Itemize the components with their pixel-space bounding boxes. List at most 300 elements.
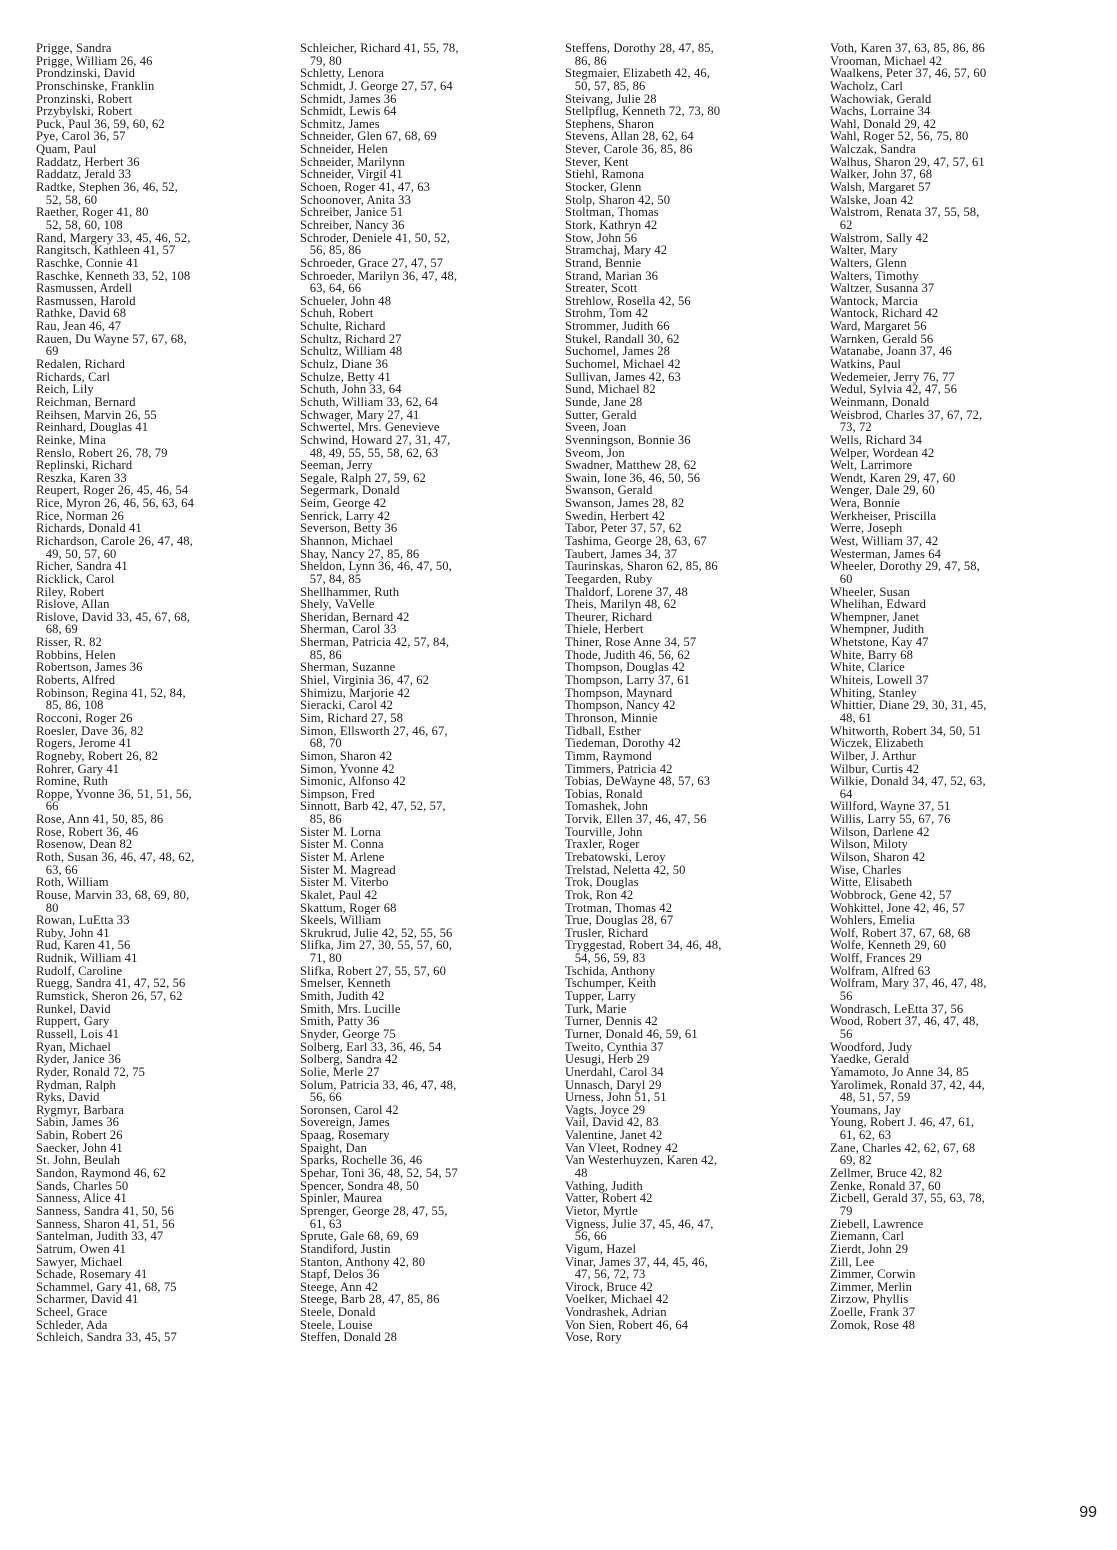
index-entry: Smith, Patty 36: [300, 1014, 380, 1029]
index-entry: 52, 58, 60, 108: [36, 217, 123, 232]
index-entry: Solie, Merle 27: [300, 1064, 380, 1079]
index-entry: Whittier, Diane 29, 30, 31, 45,: [830, 698, 987, 713]
index-entry: Schneider, Helen: [300, 142, 388, 157]
index-entry: Steffens, Dorothy 28, 47, 85,: [565, 41, 714, 55]
index-entry: 57, 84, 85: [300, 571, 362, 586]
index-entry: Sullivan, James 42, 63: [565, 369, 681, 384]
index-entry: 68, 70: [300, 736, 342, 751]
index-entry: Ryder, Ronald 72, 75: [36, 1064, 146, 1079]
index-entry: Sister M. Lorna: [300, 824, 381, 839]
index-entry: Wedemeier, Jerry 76, 77: [830, 369, 955, 384]
index-entry: Schwind, Howard 27, 31, 47,: [300, 432, 451, 447]
index-entry: Stanton, Anthony 42, 80: [300, 1254, 426, 1269]
index-entry: Roppe, Yvonne 36, 51, 51, 56,: [36, 786, 192, 801]
index-entry: Ryan, Michael: [36, 1039, 111, 1054]
index-entry: Schulze, Betty 41: [300, 369, 391, 384]
index-entry: Sister M. Magread: [300, 862, 396, 877]
index-entry: Zenke, Ronald 37, 60: [830, 1178, 941, 1193]
index-entry: Russell, Lois 41: [36, 1026, 120, 1041]
index-entry: Wheeler, Dorothy 29, 47, 58,: [830, 559, 980, 574]
index-entry: Zimmer, Corwin: [830, 1267, 916, 1282]
index-entry: 63, 66: [36, 862, 78, 877]
index-entry: Schade, Rosemary 41: [36, 1267, 148, 1282]
index-entry: Rydman, Ralph: [36, 1077, 116, 1092]
index-entry: Wachowiak, Gerald: [830, 91, 932, 106]
index-entry: 56, 66: [300, 1090, 342, 1105]
index-entry: Young, Robert J. 46, 47, 61,: [830, 1115, 975, 1130]
index-entry: 85, 86: [300, 647, 342, 662]
index-entry: 56: [830, 1026, 853, 1041]
index-entry: Thronson, Minnie: [565, 710, 658, 725]
index-entry: Rose, Robert 36, 46: [36, 824, 139, 839]
index-entry: Youmans, Jay: [830, 1102, 902, 1117]
index-entry: 61, 63: [300, 1216, 342, 1231]
index-entry: Raether, Roger 41, 80: [36, 205, 149, 220]
index-entry: Spaight, Dan: [300, 1140, 367, 1155]
index-entry: Richards, Carl: [36, 369, 111, 384]
index-entry: 47, 56, 72, 73: [565, 1267, 646, 1282]
index-entry: Schoonover, Anita 33: [300, 192, 411, 207]
index-entry: Wahl, Roger 52, 56, 75, 80: [830, 129, 969, 144]
index-entry: 62: [830, 217, 853, 232]
index-entry: Strand, Marian 36: [565, 268, 658, 283]
index-entry: Puck, Paul 36, 59, 60, 62: [36, 116, 165, 131]
index-entry: 71, 80: [300, 951, 342, 966]
index-entry: Roberts, Alfred: [36, 673, 116, 688]
index-entry: Risser, R. 82: [36, 635, 102, 650]
index-entry: Trotman, Thomas 42: [565, 900, 673, 915]
index-entry: Zierdt, John 29: [830, 1241, 909, 1256]
index-entry: Roth, William: [36, 875, 109, 890]
index-entry: Sutter, Gerald: [565, 407, 637, 422]
index-entry: Replinski, Richard: [36, 458, 133, 473]
index-entry: Spehar, Toni 36, 48, 52, 54, 57: [300, 1166, 458, 1181]
index-entry: Watanabe, Joann 37, 46: [830, 344, 952, 359]
index-entry: Tschumper, Keith: [565, 976, 657, 991]
index-entry: Schleder, Ada: [36, 1317, 108, 1332]
index-entry: Przybylski, Robert: [36, 104, 133, 119]
index-entry: Schwertel, Mrs. Genevieve: [300, 420, 440, 435]
index-entry: White, Clarice: [830, 660, 905, 675]
index-entry: Wera, Bonnie: [830, 496, 901, 511]
index-entry: Trusler, Richard: [565, 925, 649, 940]
index-entry: Welper, Wordean 42: [830, 445, 935, 460]
index-entry: Steele, Donald: [300, 1305, 376, 1320]
index-entry: Rathke, David 68: [36, 306, 127, 321]
index-entry: Wolff, Frances 29: [830, 951, 922, 966]
index-entry: Stolp, Sharon 42, 50: [565, 192, 671, 207]
index-entry: Schueler, John 48: [300, 293, 392, 308]
index-entry: Pronzinski, Robert: [36, 91, 133, 106]
index-entry: Vietor, Myrtle: [565, 1203, 638, 1218]
index-entry: Skrukrud, Julie 42, 52, 55, 56: [300, 925, 453, 940]
index-entry: Simpson, Fred: [300, 786, 375, 801]
index-entry: Reupert, Roger 26, 45, 46, 54: [36, 483, 189, 498]
index-entry: Skeels, William: [300, 913, 382, 928]
index-entry: Schulz, Diane 36: [300, 357, 388, 372]
index-entry: Schmitz, James: [300, 116, 380, 131]
index-entry: Whempner, Judith: [830, 622, 925, 637]
index-entry: Strohm, Tom 42: [565, 306, 649, 321]
index-entry: Walske, Joan 42: [830, 192, 914, 207]
index-entry: Schleich, Sandra 33, 45, 57: [36, 1330, 177, 1345]
index-entry: Schulte, Richard: [300, 319, 386, 334]
index-entry: Rygmyr, Barbara: [36, 1102, 124, 1117]
index-entry: Scharmer, David 41: [36, 1292, 139, 1307]
index-entry: Vondrashek, Adrian: [565, 1305, 667, 1320]
index-entry: Simon, Ellsworth 27, 46, 67,: [300, 723, 448, 738]
index-entry: Reszka, Karen 33: [36, 470, 127, 485]
index-entry: Pronschinske, Franklin: [36, 78, 155, 93]
index-entry: Sister M. Arlene: [300, 850, 385, 864]
index-entry: Taurinskas, Sharon 62, 85, 86: [565, 559, 718, 574]
index-entry: Schwager, Mary 27, 41: [300, 407, 420, 422]
index-entry: Sveom, Jon: [565, 445, 625, 460]
index-entry: Whitworth, Robert 34, 50, 51: [830, 723, 982, 738]
index-entry: Wobbrock, Gene 42, 57: [830, 887, 952, 902]
index-entry: Vatter, Robert 42: [565, 1191, 653, 1206]
index-entry: Wiczek, Elizabeth: [830, 736, 924, 751]
index-entry: Wondrasch, LeEtta 37, 56: [830, 1001, 964, 1016]
index-entry: Richards, Donald 41: [36, 521, 142, 536]
index-entry: Tidball, Esther: [565, 723, 641, 738]
index-entry: Simon, Sharon 42: [300, 748, 393, 763]
index-entry: Skalet, Paul 42: [300, 887, 378, 902]
index-entry: Stellpflug, Kenneth 72, 73, 80: [565, 104, 721, 119]
index-entry: Renslo, Robert 26, 78, 79: [36, 445, 168, 460]
index-entry: Turk, Marie: [565, 1001, 627, 1016]
index-entry: 79, 80: [300, 53, 342, 68]
index-entry: Zimmer, Merlin: [830, 1279, 913, 1294]
index-entry: Seeman, Jerry: [300, 458, 373, 473]
index-entry: Ruby, John 41: [36, 925, 110, 940]
index-entry: Walhus, Sharon 29, 47, 57, 61: [830, 154, 985, 169]
index-entry: Raddatz, Herbert 36: [36, 154, 140, 169]
index-entry: Strommer, Judith 66: [565, 319, 670, 334]
index-entry: 80: [36, 900, 59, 915]
index-entry: Solberg, Earl 33, 36, 46, 54: [300, 1039, 442, 1054]
index-entry: Riley, Robert: [36, 584, 105, 599]
index-entry: Ryder, Janice 36: [36, 1052, 121, 1067]
index-entry: Steege, Ann 42: [300, 1279, 379, 1294]
index-entry: Traxler, Roger: [565, 837, 640, 852]
index-entry: Zellmer, Bruce 42, 82: [830, 1166, 943, 1181]
index-entry: 79: [830, 1203, 853, 1218]
index-entry: Shely, VaVelle: [300, 597, 375, 612]
index-entry: Snyder, George 75: [300, 1026, 396, 1041]
index-entry: Sanness, Alice 41: [36, 1191, 127, 1206]
index-entry: 48, 49, 55, 55, 58, 62, 63: [300, 445, 439, 460]
index-entry: Prondzinski, David: [36, 66, 136, 81]
index-entry: Quam, Paul: [36, 142, 97, 157]
index-entry: Stukel, Randall 30, 62: [565, 331, 680, 346]
index-entry: Tabor, Peter 37, 57, 62: [565, 521, 682, 536]
index-entry: Tiedeman, Dorothy 42: [565, 736, 681, 751]
index-entry: Whempner, Janet: [830, 609, 920, 624]
index-entry: Wendt, Karen 29, 47, 60: [830, 470, 956, 485]
index-entry: 56, 66: [565, 1229, 607, 1244]
index-entry: Roesler, Dave 36, 82: [36, 723, 144, 738]
index-entry: Thompson, Larry 37, 61: [565, 673, 690, 688]
index-entry: Werre, Joseph: [830, 521, 903, 536]
index-entry: Sandon, Raymond 46, 62: [36, 1166, 166, 1181]
index-entry: Stow, John 56: [565, 230, 638, 245]
index-entry: Sheldon, Lynn 36, 46, 47, 50,: [300, 559, 452, 574]
index-entry: Robbins, Helen: [36, 647, 116, 662]
index-entry: 69, 82: [830, 1153, 872, 1168]
index-entry: Reich, Lily: [36, 382, 94, 397]
index-entry: Reichman, Bernard: [36, 394, 136, 409]
index-entry: Wohkittel, Jone 42, 46, 57: [830, 900, 965, 915]
index-entry: Svenningson, Bonnie 36: [565, 432, 691, 447]
index-entry: Soronsen, Carol 42: [300, 1102, 399, 1117]
index-entry: 48, 51, 57, 59: [830, 1090, 911, 1105]
index-entry: Ryks, David: [36, 1090, 100, 1105]
index-entry: Vose, Rory: [565, 1330, 622, 1345]
index-entry: 54, 56, 59, 83: [565, 951, 646, 966]
index-entry: 86, 86: [565, 53, 607, 68]
index-entry: Sherman, Suzanne: [300, 660, 396, 675]
index-entry: Warnken, Gerald 56: [830, 331, 934, 346]
index-entry: Whiting, Stanley: [830, 685, 917, 700]
index-entry: Whelihan, Edward: [830, 597, 927, 612]
index-entry: 85, 86: [300, 812, 342, 827]
index-entry: Rohrer, Gary 41: [36, 761, 120, 776]
index-entry: Vigness, Julie 37, 45, 46, 47,: [565, 1216, 714, 1231]
index-entry: Wolfram, Alfred 63: [830, 963, 931, 978]
index-entry: Ziemann, Carl: [830, 1229, 905, 1244]
index-entry: Woodford, Judy: [830, 1039, 913, 1054]
index-entry: Wilbur, Curtis 42: [830, 761, 920, 776]
index-entry: Schammel, Gary 41, 68, 75: [36, 1279, 177, 1294]
index-entry: Saecker, John 41: [36, 1140, 123, 1155]
index-entry: Raschke, Connie 41: [36, 255, 139, 270]
index-entry: Tschida, Anthony: [565, 963, 656, 978]
index-entry: Yaedke, Gerald: [830, 1052, 910, 1067]
index-entry: Trebatowski, Leroy: [565, 850, 666, 864]
index-entry: 61, 62, 63: [830, 1128, 892, 1143]
index-entry: 50, 57, 85, 86: [565, 78, 646, 93]
index-entry: Streater, Scott: [565, 281, 638, 296]
index-entry: Yarolimek, Ronald 37, 42, 44,: [830, 1077, 985, 1092]
index-entry: Sim, Richard 27, 58: [300, 710, 403, 725]
index-entry: 56: [830, 989, 853, 1004]
index-entry: Solum, Patricia 33, 46, 47, 48,: [300, 1077, 457, 1092]
index-entry: Tashima, George 28, 63, 67: [565, 533, 707, 548]
index-entry: White, Barry 68: [830, 647, 913, 662]
index-entry: Vail, David 42, 83: [565, 1115, 659, 1130]
index-entry: Sanness, Sandra 41, 50, 56: [36, 1203, 174, 1218]
index-entry: Vigum, Hazel: [565, 1241, 637, 1256]
index-entry: Virock, Bruce 42: [565, 1279, 653, 1294]
index-entry: Wilber, J. Arthur: [830, 748, 917, 763]
index-entry: Schneider, Virgil 41: [300, 167, 403, 182]
index-entry: Schmidt, J. George 27, 57, 64: [300, 78, 453, 93]
index-entry: Satrum, Owen 41: [36, 1241, 126, 1256]
index-entry: Tupper, Larry: [565, 989, 636, 1004]
index-entry: 52, 58, 60: [36, 192, 98, 207]
index-entry: Wacholz, Carl: [830, 78, 904, 93]
index-entry: Segale, Ralph 27, 59, 62: [300, 470, 426, 485]
index-entry: Stramchaj, Mary 42: [565, 243, 668, 258]
index-entry: Strand, Bennie: [565, 255, 642, 270]
index-entry: Welt, Larrimore: [830, 458, 913, 473]
index-entry: Witte, Elisabeth: [830, 875, 913, 890]
index-entry: Reinke, Mina: [36, 432, 106, 447]
index-entry: Thode, Judith 46, 56, 62: [565, 647, 691, 662]
index-entry: Simonic, Alfonso 42: [300, 774, 406, 789]
index-entry: Ward, Margaret 56: [830, 319, 927, 334]
index-entry: Rowan, LuEtta 33: [36, 913, 130, 928]
index-entry: Rice, Norman 26: [36, 508, 124, 523]
index-entry: Wilkie, Donald 34, 47, 52, 63,: [830, 774, 986, 789]
index-entry: Rocconi, Roger 26: [36, 710, 133, 725]
index-entry: Steivang, Julie 28: [565, 91, 657, 106]
index-entry: Schroeder, Marilyn 36, 47, 48,: [300, 268, 458, 283]
index-entry: Sprute, Gale 68, 69, 69: [300, 1229, 419, 1244]
index-entry: Rogneby, Robert 26, 82: [36, 748, 159, 763]
index-entry: Smith, Mrs. Lucille: [300, 1001, 401, 1016]
index-entry: Schleicher, Richard 41, 55, 78,: [300, 41, 459, 55]
index-entry: Robertson, James 36: [36, 660, 143, 675]
index-entry: Sieracki, Carol 42: [300, 698, 394, 713]
index-entry: 60: [830, 571, 853, 586]
index-entry: Schuth, John 33, 64: [300, 382, 402, 397]
index-column-4: [830, 42, 987, 1331]
index-entry: Tourville, John: [565, 824, 643, 839]
index-entry: Weisbrod, Charles 37, 67, 72,: [830, 407, 983, 422]
index-entry: Wells, Richard 34: [830, 432, 922, 447]
index-entry: Wantock, Marcia: [830, 293, 918, 308]
index-entry: Pye, Carol 36, 57: [36, 129, 126, 144]
index-entry: Whiteis, Lowell 37: [830, 673, 929, 688]
index-entry: Schroeder, Grace 27, 47, 57: [300, 255, 444, 270]
index-entry: Rouse, Marvin 33, 68, 69, 80,: [36, 887, 190, 902]
index-entry: Steele, Louise: [300, 1317, 373, 1332]
index-entry: Waltzer, Susanna 37: [830, 281, 935, 296]
index-entry: Solberg, Sandra 42: [300, 1052, 398, 1067]
index-entry: Radtke, Stephen 36, 46, 52,: [36, 180, 178, 195]
index-entry: Suchomel, James 28: [565, 344, 670, 359]
index-entry: Stephens, Sharon: [565, 116, 655, 131]
index-entry: Steffen, Donald 28: [300, 1330, 398, 1345]
index-entry: Suchomel, Michael 42: [565, 357, 681, 372]
index-entry: Rau, Jean 46, 47: [36, 319, 122, 334]
index-entry: Zane, Charles 42, 62, 67, 68: [830, 1140, 976, 1155]
index-entry: Reinhard, Douglas 41: [36, 420, 149, 435]
index-entry: Wilson, Sharon 42: [830, 850, 926, 864]
index-entry: Walstrom, Sally 42: [830, 230, 929, 245]
index-entry: Vathing, Judith: [565, 1178, 643, 1193]
index-entry: Werkheiser, Priscilla: [830, 508, 937, 523]
index-entry: Sovereign, James: [300, 1115, 390, 1130]
index-entry: Shay, Nancy 27, 85, 86: [300, 546, 420, 561]
index-entry: Sister M. Conna: [300, 837, 384, 852]
index-entry: Sister M. Viterbo: [300, 875, 389, 890]
index-entry: Redalen, Richard: [36, 357, 126, 372]
index-entry: Zomok, Rose 48: [830, 1317, 916, 1332]
index-entry: Rangitsch, Kathleen 41, 57: [36, 243, 176, 258]
index-entry: Yamamoto, Jo Anne 34, 85: [830, 1064, 969, 1079]
index-entry: Wheeler, Susan: [830, 584, 910, 599]
index-entry: Swain, Ione 36, 46, 50, 56: [565, 470, 701, 485]
index-entry: Schoen, Roger 41, 47, 63: [300, 180, 431, 195]
index-entry: Westerman, James 64: [830, 546, 942, 561]
index-entry: Tomashek, John: [565, 799, 649, 814]
index-entry: Ruegg, Sandra 41, 47, 52, 56: [36, 976, 186, 991]
index-entry: Sherman, Patricia 42, 57, 84,: [300, 635, 450, 650]
index-entry: Sawyer, Michael: [36, 1254, 123, 1269]
index-entry: Willford, Wayne 37, 51: [830, 799, 951, 814]
index-entry: Spinler, Maurea: [300, 1191, 383, 1206]
index-entry: Theurer, Richard: [565, 609, 653, 624]
index-entry: Stever, Carole 36, 85, 86: [565, 142, 693, 157]
index-entry: Schmidt, Lewis 64: [300, 104, 397, 119]
index-entry: Walczak, Sandra: [830, 142, 916, 157]
index-entry: Rislove, David 33, 45, 67, 68,: [36, 609, 191, 624]
index-entry: Weinmann, Donald: [830, 394, 930, 409]
index-entry: Thiele, Herbert: [565, 622, 644, 637]
index-entry: Walters, Glenn: [830, 255, 907, 270]
index-entry: Raddatz, Jerald 33: [36, 167, 132, 182]
index-entry: Stegmaier, Elizabeth 42, 46,: [565, 66, 710, 81]
index-entry: Rasmussen, Harold: [36, 293, 136, 308]
index-entry: Vinar, James 37, 44, 45, 46,: [565, 1254, 708, 1269]
index-entry: Sheridan, Bernard 42: [300, 609, 410, 624]
index-entry: Sinnott, Barb 42, 47, 52, 57,: [300, 799, 446, 814]
index-entry: Reihsen, Marvin 26, 55: [36, 407, 157, 422]
index-entry: Stocker, Glenn: [565, 180, 642, 195]
index-entry: Spaag, Rosemary: [300, 1128, 390, 1143]
index-entry: Runkel, David: [36, 1001, 111, 1016]
index-entry: 48: [565, 1166, 588, 1181]
index-entry: Rislove, Allan: [36, 597, 110, 612]
index-entry: Rumstick, Sheron 26, 57, 62: [36, 989, 183, 1004]
index-entry: Thaldorf, Lorene 37, 48: [565, 584, 688, 599]
page-number: 99: [1079, 1504, 1097, 1521]
index-entry: Schuth, William 33, 62, 64: [300, 394, 438, 409]
index-entry: Ricklick, Carol: [36, 571, 115, 586]
index-entry: Santelman, Judith 33, 47: [36, 1229, 164, 1244]
index-entry: Vrooman, Michael 42: [830, 53, 943, 68]
index-entry: Wahl, Donald 29, 42: [830, 116, 937, 131]
index-entry: Schmidt, James 36: [300, 91, 397, 106]
index-entry: Unerdahl, Carol 34: [565, 1064, 664, 1079]
index-entry: Ziebell, Lawrence: [830, 1216, 924, 1231]
index-entry: Rice, Myron 26, 46, 56, 63, 64: [36, 496, 194, 511]
index-entry: Sund, Michael 82: [565, 382, 656, 397]
index-entry: Stoltman, Thomas: [565, 205, 659, 220]
index-entry: Unnasch, Daryl 29: [565, 1077, 662, 1092]
index-entry: Richer, Sandra 41: [36, 559, 128, 574]
index-entry: Turner, Dennis 42: [565, 1014, 658, 1029]
index-entry: Tobias, DeWayne 48, 57, 63: [565, 774, 711, 789]
index-entry: Wantock, Richard 42: [830, 306, 939, 321]
index-entry: Walsh, Margaret 57: [830, 180, 931, 195]
index-entry: Schultz, Richard 27: [300, 331, 402, 346]
index-entry: Tweito, Cynthia 37: [565, 1039, 664, 1054]
index-entry: Stever, Kent: [565, 154, 629, 169]
index-entry: Swanson, Gerald: [565, 483, 653, 498]
index-entry: Zicbell, Gerald 37, 55, 63, 78,: [830, 1191, 985, 1206]
index-entry: Severson, Betty 36: [300, 521, 398, 536]
index-entry: Slifka, Robert 27, 55, 57, 60: [300, 963, 446, 978]
index-entry: Wise, Charles: [830, 862, 902, 877]
index-entry: 73, 72: [830, 420, 872, 435]
index-entry: Sveen, Joan: [565, 420, 627, 435]
index-entry: Wenger, Dale 29, 60: [830, 483, 935, 498]
index-entry: Stiehl, Ramona: [565, 167, 645, 182]
